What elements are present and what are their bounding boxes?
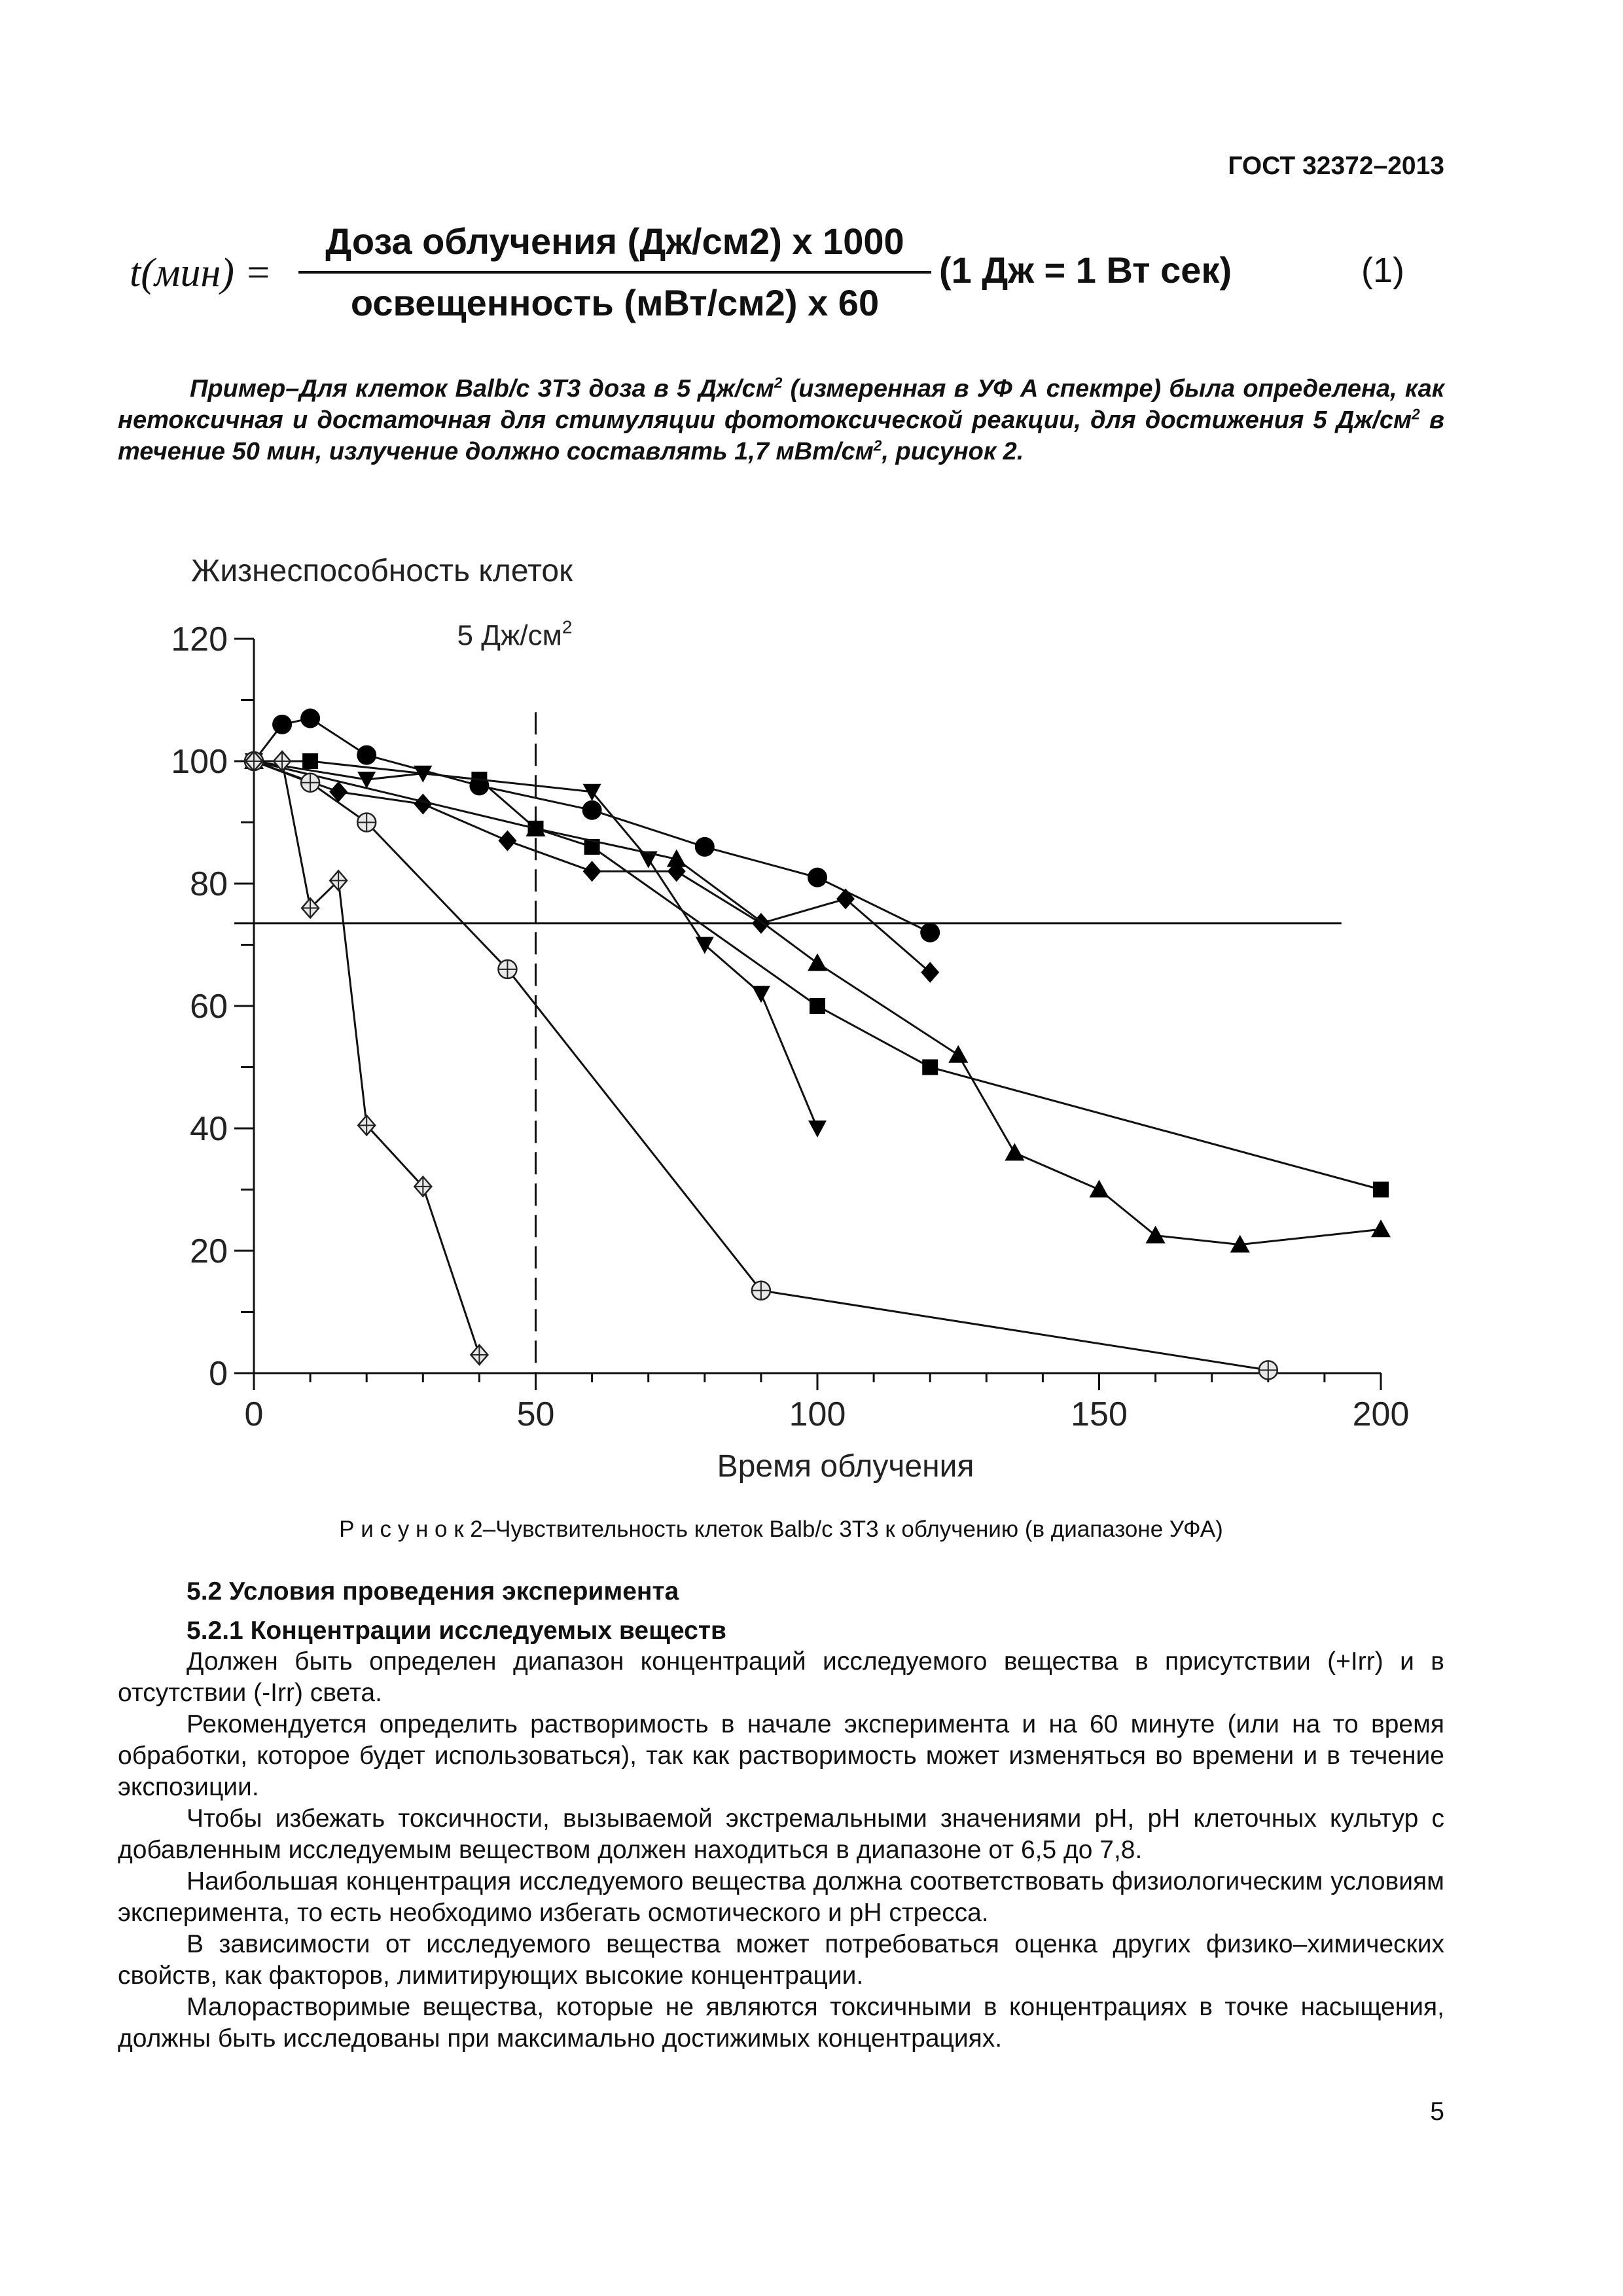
data-point	[357, 745, 376, 765]
paragraph: В зависимости от исследуемого вещества может потребоваться оценка других физико–химических свойств, как факторов, лимитирующих высокие концентрации.	[118, 1930, 1444, 1990]
example-text-3: в течение 50 мин, излучение должно составлять 1,7 мВт/см	[118, 406, 1444, 465]
y-tick-label: 60	[190, 988, 228, 1026]
formula-lhs: t(мин) =	[130, 251, 272, 295]
chart-series	[244, 709, 1391, 1380]
data-point	[498, 831, 516, 852]
chart-axes	[171, 620, 1409, 1433]
series-line	[254, 761, 479, 1355]
sup-2: 2	[873, 437, 882, 454]
x-tick-label: 150	[1071, 1395, 1128, 1433]
reference-lines	[234, 712, 1342, 1373]
data-point	[948, 1045, 968, 1063]
x-tick-label: 0	[244, 1395, 264, 1433]
data-point	[301, 774, 319, 792]
y-tick-label: 20	[190, 1232, 228, 1270]
series-circle-cross	[245, 752, 1277, 1379]
section-heading-5-2-1: 5.2.1 Концентрации исследуемых веществ	[187, 1617, 726, 1645]
paragraph: Малорастворимые вещества, которые не являются токсичными в концентрациях в точке насыщения, должны быть исследованы при максимально достижимых концентрациях.	[118, 1993, 1444, 2053]
section-heading-5-2: 5.2 Условия проведения эксперимента	[187, 1577, 679, 1605]
data-point	[808, 1121, 827, 1138]
y-tick-label: 40	[190, 1110, 228, 1148]
dose-annotation	[457, 617, 573, 651]
data-point	[302, 753, 318, 769]
data-point	[920, 923, 940, 942]
paragraph: Чтобы избежать токсичности, вызываемой экстремальными значениями pH, pH клеточных культур с добавленным исследуемым веществом должен находиться в диапазоне от 6,5 до 7,8.	[118, 1804, 1444, 1864]
data-point	[808, 868, 827, 888]
paragraph: Должен быть определен диапазон концентраций исследуемого вещества в присутствии (+Irr) и в отсутствии (-Irr) света.	[118, 1647, 1444, 1707]
series-line	[254, 761, 1268, 1370]
series-circle	[244, 709, 940, 942]
x-tick-label: 200	[1352, 1395, 1410, 1433]
data-point	[471, 1345, 488, 1365]
sup-2: 2	[1412, 405, 1420, 423]
data-point	[836, 888, 855, 909]
formula-fraction	[296, 216, 934, 329]
data-point	[300, 709, 320, 728]
data-point	[274, 751, 291, 771]
formula-unit-note: (1 Дж = 1 Вт сек)	[939, 249, 1232, 291]
example-text-4: , рисунок 2.	[882, 438, 1024, 465]
data-point	[752, 1282, 770, 1300]
series-line	[254, 719, 930, 933]
data-point	[810, 998, 825, 1014]
data-point	[1005, 1143, 1024, 1160]
data-point	[1090, 1180, 1109, 1198]
body-text	[118, 1646, 1444, 2054]
dose-annotation-text: 5 Дж/см	[457, 619, 562, 652]
data-point	[357, 814, 376, 832]
y-tick-label: 0	[209, 1355, 228, 1393]
data-point	[922, 1060, 938, 1075]
x-axis-label: Время облучения	[717, 1449, 974, 1484]
dose-annotation-sup: 2	[562, 617, 573, 637]
series-diamond-cross	[245, 751, 488, 1365]
figure-caption: Р и с у н о к 2–Чувствительность клеток Balb/c 3T3 к облучению (в диапазоне УФА)	[339, 1516, 1223, 1542]
dose-formula	[0, 216, 1623, 327]
viability-chart	[0, 543, 1623, 1499]
formula-denominator: освещенность (мВт/см2) x 60	[350, 282, 880, 323]
data-point	[1259, 1361, 1277, 1379]
data-point	[921, 962, 939, 983]
chart-title: Жизнеспособность клеток	[191, 554, 573, 588]
y-tick-label: 80	[190, 865, 228, 903]
paragraph: Рекомендуется определить растворимость в начале эксперимента и на 60 минуте (или на то время обработки, которое будет использоваться), так как растворимость может изменяться во времени и в течение экспозиции.	[118, 1710, 1444, 1801]
sup-2: 2	[774, 374, 783, 391]
example-note	[118, 373, 1444, 467]
data-point	[1373, 1182, 1389, 1198]
data-point	[752, 986, 770, 1003]
equation-number: (1)	[1361, 251, 1404, 290]
data-point	[498, 960, 516, 978]
data-point	[695, 837, 715, 857]
formula-numerator: Доза облучения (Дж/см2) x 1000	[325, 221, 904, 262]
x-tick-label: 100	[789, 1395, 846, 1433]
example-text-2: (измеренная в УФ А спектре) была определена, как нетоксичная и достаточная для стимуляции фототоксической реакции, для достижения 5 Дж/см	[118, 375, 1444, 434]
fraction-bar	[298, 271, 931, 274]
data-point	[272, 715, 292, 734]
example-text-1: Пример–Для клеток Balb/c 3T3 доза в 5 Дж/см	[190, 375, 774, 403]
document-code: ГОСТ 32372–2013	[1228, 152, 1444, 180]
y-tick-label: 100	[171, 743, 228, 781]
page-number: 5	[1430, 2098, 1444, 2126]
data-point	[583, 861, 601, 882]
y-tick-label: 120	[171, 620, 228, 658]
paragraph: Наибольшая концентрация исследуемого вещества должна соответствовать физиологическим условиям эксперимента, то есть необходимо избегать осмотического и pH стресса.	[118, 1867, 1444, 1927]
data-point	[1146, 1226, 1166, 1244]
x-tick-label: 50	[516, 1395, 555, 1433]
data-point	[1371, 1219, 1391, 1237]
data-point	[582, 800, 602, 820]
data-point	[808, 954, 827, 971]
